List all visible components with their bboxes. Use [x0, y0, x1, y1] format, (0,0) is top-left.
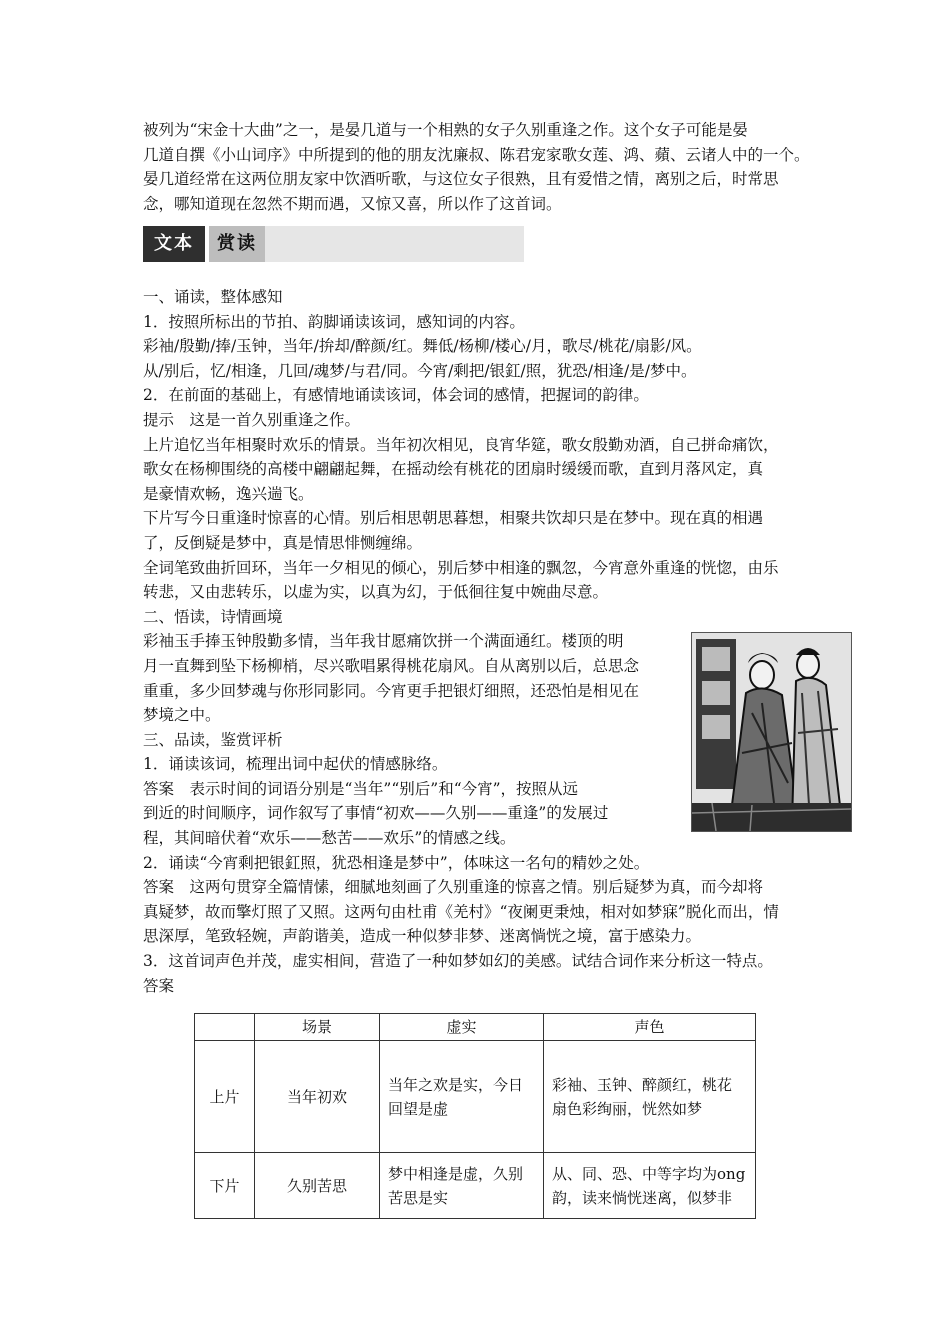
answer-line: 思深厚，笔致轻婉，声韵谐美，造成一种似梦非梦、迷离惝恍之境，富于感染力。	[143, 927, 702, 946]
cell-line: 彩袖、玉钟、醉颜红，桃花	[552, 1075, 733, 1094]
table-row	[195, 1041, 756, 1153]
table-cell-xushi	[380, 1041, 544, 1153]
table-cell-part: 下片	[195, 1153, 255, 1219]
cell-line: 当年之欢是实，今日	[388, 1075, 524, 1094]
intro-line: 被列为“宋金十大曲”之一，是晏几道与一个相熟的女子久别重逢之作。这个女子可能是晏	[143, 121, 748, 139]
table-header-cell: 声色	[544, 1014, 756, 1041]
question: 2．诵读“今宵剩把银釭照，犹恐相逢是梦中”，体味这一名句的精妙之处。	[143, 853, 650, 872]
intro-line: 念，哪知道现在忽然不期而遇，又惊又喜，所以作了这首词。	[143, 194, 562, 213]
answer-label: 答案	[143, 976, 175, 995]
table-cell-scene: 久别苦思	[255, 1153, 380, 1219]
table-cell-xushi	[380, 1153, 544, 1219]
cell-line: 梦中相逢是虚，久别	[388, 1164, 524, 1183]
paragraph-line: 转悲，又由悲转乐，以虚为实，以真为幻，于低徊往复中婉曲尽意。	[143, 583, 609, 602]
illustration-image	[691, 632, 852, 832]
intro-paragraph	[143, 118, 823, 216]
paragraph-line: 彩袖玉手捧玉钟殷勤多情，当年我甘愿痛饮拼一个满面通红。楼顶的明	[143, 632, 624, 651]
section-heading: 二、悟读，诗情画境	[143, 607, 283, 626]
cell-line: 韵，读来惝恍迷离，似梦非	[552, 1188, 733, 1207]
cell-line: 回望是虚	[388, 1099, 449, 1118]
question: 1．诵读该词，梳理出词中起伏的情感脉络。	[143, 755, 448, 774]
section-banner	[143, 226, 524, 262]
paragraph-line: 全词笔致曲折回环，当年一夕相见的倾心，别后梦中相逢的飘忽，今宵意外重逢的恍惚，由乐	[143, 558, 779, 577]
cell-line: 苦思是实	[388, 1188, 449, 1207]
table-header-cell	[195, 1014, 255, 1041]
table-row	[195, 1153, 756, 1219]
woodcut-illustration	[692, 633, 851, 831]
question: 1．按照所标出的节拍、韵脚诵读该词，感知词的内容。	[143, 312, 525, 331]
paragraph-line: 重重，多少回梦魂与你形同影同。今宵更手把银灯细照，还恐怕是相见在	[143, 681, 640, 700]
paragraph-line: 上片追忆当年相聚时欢乐的情景。当年初次相见，良宵华筵，歌女殷勤劝酒，自己拼命痛饮，	[143, 435, 779, 454]
section-heading: 三、品读，鉴赏评析	[143, 730, 283, 749]
banner-label-text: 文本	[143, 226, 205, 262]
table-header-cell: 场景	[255, 1014, 380, 1041]
answer-line: 真疑梦，故而擎灯照了又照。这两句由杜甫《羌村》“夜阑更秉烛，相对如梦寐”脱化而出，情	[143, 902, 779, 921]
paragraph-line: 歌女在杨柳围绕的高楼中翩翩起舞，在摇动绘有桃花的团扇时缓缓而歌，直到月落风定，真	[143, 460, 764, 479]
intro-line: 几道自撰《小山词序》中所提到的他的朋友沈廉叔、陈君宠家歌女莲、鸿、蘋、云诸人中的一个。	[143, 145, 810, 164]
table-cell-shengse	[544, 1041, 756, 1153]
paragraph-line: 梦境之中。	[143, 706, 221, 725]
poem-line: 从/别后，忆/相逢，几回/魂梦/与君/同。今宵/剩把/银釭/照，犹恐/相逢/是/梦中。	[143, 361, 697, 380]
cell-line: 从、同、恐、中等字均为ong	[552, 1164, 746, 1183]
paragraph-line: 是豪情欢畅，逸兴遄飞。	[143, 484, 314, 503]
table-cell-scene: 当年初欢	[255, 1041, 380, 1153]
banner-label-reading: 赏读	[209, 226, 265, 262]
table-header-cell: 虚实	[380, 1014, 544, 1041]
table-header-row	[195, 1014, 756, 1041]
paragraph-line: 了，反倒疑是梦中，真是情思悱恻缠绵。	[143, 533, 423, 552]
section-heading: 一、诵读，整体感知	[143, 288, 283, 306]
cell-line: 扇色彩绚丽，恍然如梦	[552, 1099, 703, 1118]
answer-line: 程，其间暗伏着“欢乐——愁苦——欢乐”的情感之线。	[143, 829, 516, 848]
table-cell-part: 上片	[195, 1041, 255, 1153]
intro-line: 晏几道经常在这两位朋友家中饮酒听歌，与这位女子很熟，且有爱惜之情，离别之后，时常思	[143, 170, 779, 188]
analysis-table	[194, 1013, 756, 1219]
hint: 提示 这是一首久别重逢之作。	[143, 410, 361, 429]
poem-line: 彩袖/殷勤/捧/玉钟，当年/拚却/醉颜/红。舞低/杨柳/楼心/月，歌尽/桃花/扇影/风。	[143, 337, 702, 356]
paragraph-line: 下片写今日重逢时惊喜的心情。别后相思朝思暮想，相聚共饮却只是在梦中。现在真的相遇	[143, 509, 764, 528]
table-cell-shengse	[544, 1153, 756, 1219]
paragraph-line: 月一直舞到坠下杨柳梢，尽兴歌唱累得桃花扇风。自从离别以后，总思念	[143, 656, 640, 675]
answer-line: 到近的时间顺序，词作叙写了事情“初欢——久别——重逢”的发展过	[143, 804, 609, 823]
answer-line: 答案 这两句贯穿全篇情愫，细腻地刻画了久别重逢的惊喜之情。别后疑梦为真，而今却将	[143, 878, 764, 897]
answer-line: 答案 表示时间的词语分别是“当年”“别后”和“今宵”，按照从远	[143, 779, 579, 798]
question: 3．这首词声色并茂，虚实相间，营造了一种如梦如幻的美感。试结合词作来分析这一特点。	[143, 952, 773, 971]
question: 2．在前面的基础上，有感情地诵读该词，体会词的感情，把握词的韵律。	[143, 386, 649, 405]
